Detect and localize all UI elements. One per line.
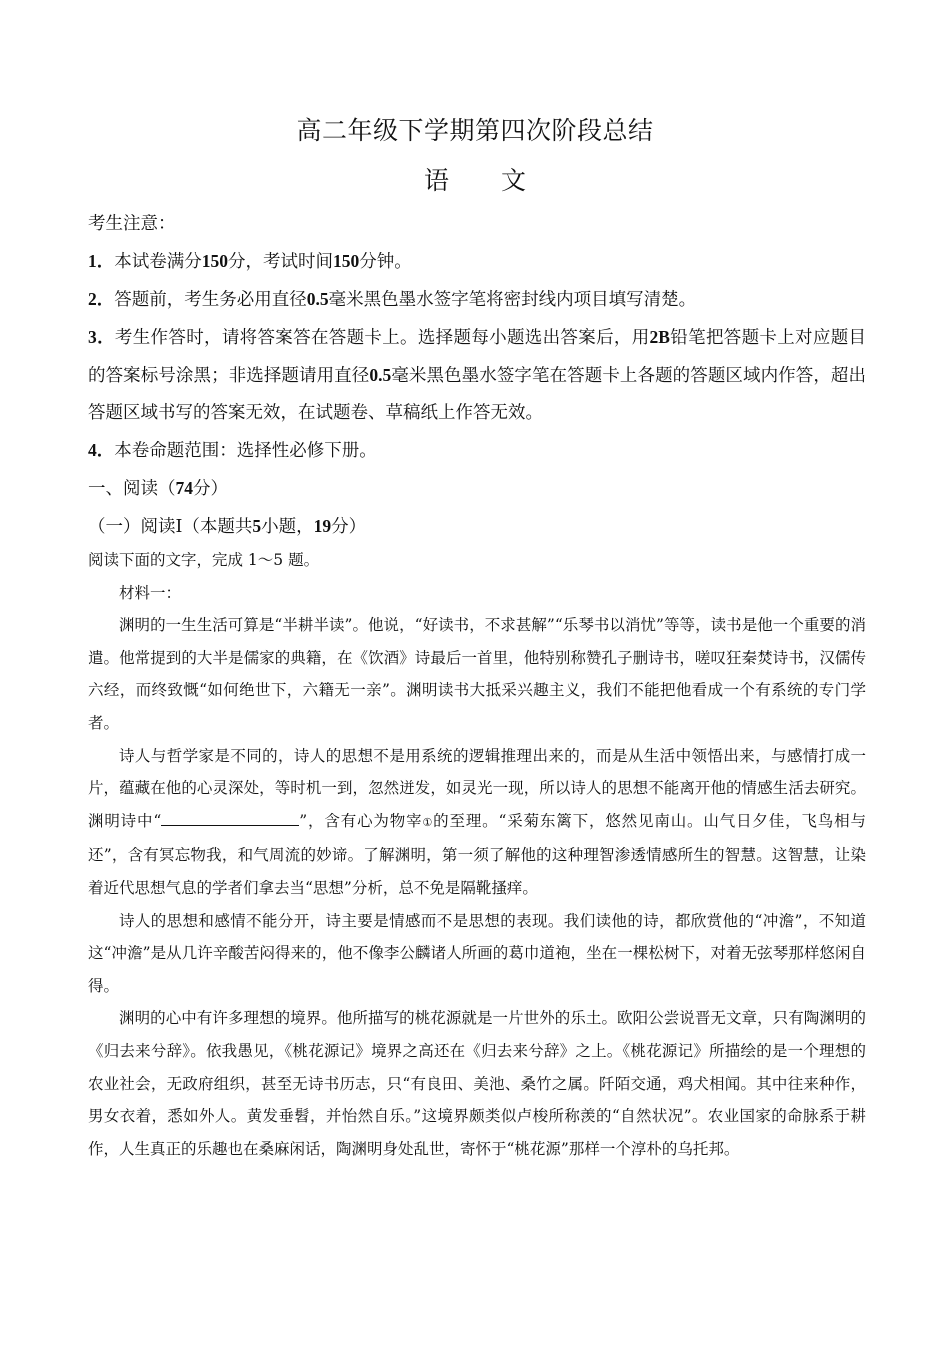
subsection-heading: （一）阅读Ⅰ（本题共5小题，19分） — [88, 516, 367, 537]
material-label: 材料一： — [119, 583, 182, 602]
notice-heading: 考生注意： — [88, 214, 176, 234]
notice-item-1: 1．本试卷满分150分，考试时间150分钟。 — [88, 251, 412, 272]
notice-item-4: 4．本卷命题范围：选择性必修下册。 — [88, 440, 377, 461]
subject-char-1: 语 — [423, 166, 449, 195]
subject-char-2: 文 — [501, 166, 527, 195]
paragraph-1: 渊明的一生生活可算是“半耕半读”。他说，“好读书，不求甚解”“乐琴书以消忧”等等，读书是他一个重要的消遣。他常提到的大半是儒家的典籍，在《饮酒》诗最后一首里，他特别称赞孔子删诗书，嗟叹狂秦焚诗书，汉儒传六经，而终致慨“如何绝世下，六籍无一亲”。渊明读书大抵采兴趣主义，我们不能把他看成一个有系统的专门学者。 — [88, 616, 866, 732]
fill-blank — [161, 811, 299, 826]
exam-title: 高二年级下学期第四次阶段总结 — [296, 116, 654, 145]
instruction-text: 阅读下面的文字，完成 1～5 题。 — [88, 551, 320, 569]
section-heading: 一、阅读（74分） — [88, 478, 228, 499]
paragraph-4: 渊明的心中有许多理想的境界。他所描写的桃花源就是一片世外的乐土。欧阳公尝说晋无文章，只有陶渊明的《归去来兮辞》。依我愚见，《桃花源记》境界之高还在《归去来兮辞》之上。《桃花源记》所描绘的是一个理想的农业社会，无政府组织，甚至无诗书历志，只“有良田、美池、桑竹之属。阡陌交通，鸡犬相闻。其中往来种作，男女衣着，悉如外人。黄发垂髫，并怡然自乐。”这境界颇类似卢梭所称羡的“自然状况”。农业国家的命脉系于耕作，人生真正的乐趣也在桑麻闲话，陶渊明身处乱世，寄怀于“桃花源”那样一个淳朴的乌托邦。 — [88, 1009, 866, 1158]
footnote-mark: ① — [422, 815, 434, 829]
subject-title — [0, 166, 950, 196]
notice-item-3: 3．考生作答时，请将答案答在答题卡上。选择题每小题选出答案后，用2B铅笔把答题卡上对应题目的答案标号涂黑；非选择题请用直径0.5毫米黑色墨水签字笔在答题卡上各题的答题区域内作答，超出答题区域书写的答案无效，在试题卷、草稿纸上作答无效。 — [88, 327, 867, 423]
candidate-notice — [88, 206, 866, 546]
reading-passage — [88, 544, 866, 1165]
paragraph-3: 诗人的思想和感情不能分开，诗主要是情感而不是思想的表现。我们读他的诗，都欣赏他的“冲澹”，不知道这“冲澹”是从几许辛酸苦闷得来的，他不像李公麟诸人所画的葛巾道袍，坐在一棵松树下，对着无弦琴那样悠闲自得。 — [88, 911, 866, 995]
notice-item-2: 2．答题前，考生务必用直径0.5毫米黑色墨水签字笔将密封线内项目填写清楚。 — [88, 289, 697, 310]
paragraph-2: 诗人与哲学家是不同的，诗人的思想不是用系统的逻辑推理出来的，而是从生活中领悟出来，与感情打成一片，蕴藏在他的心灵深处，等时机一到，忽然迸发，如灵光一现，所以诗人的思想不能离开他的情感生活去研究。渊明诗中“ ”，含有心为物宰①的至理。“采菊东篱下，悠然见南山。山气日夕佳，飞鸟相与还”，含有冥忘物我，和气周流的妙谛。了解渊明，第一须了解他的这种理智渗透情感所生的智慧。这智慧，让染着近代思想气息的学者们拿去当“思想”分析，总不免是隔靴搔痒。 — [88, 746, 866, 897]
